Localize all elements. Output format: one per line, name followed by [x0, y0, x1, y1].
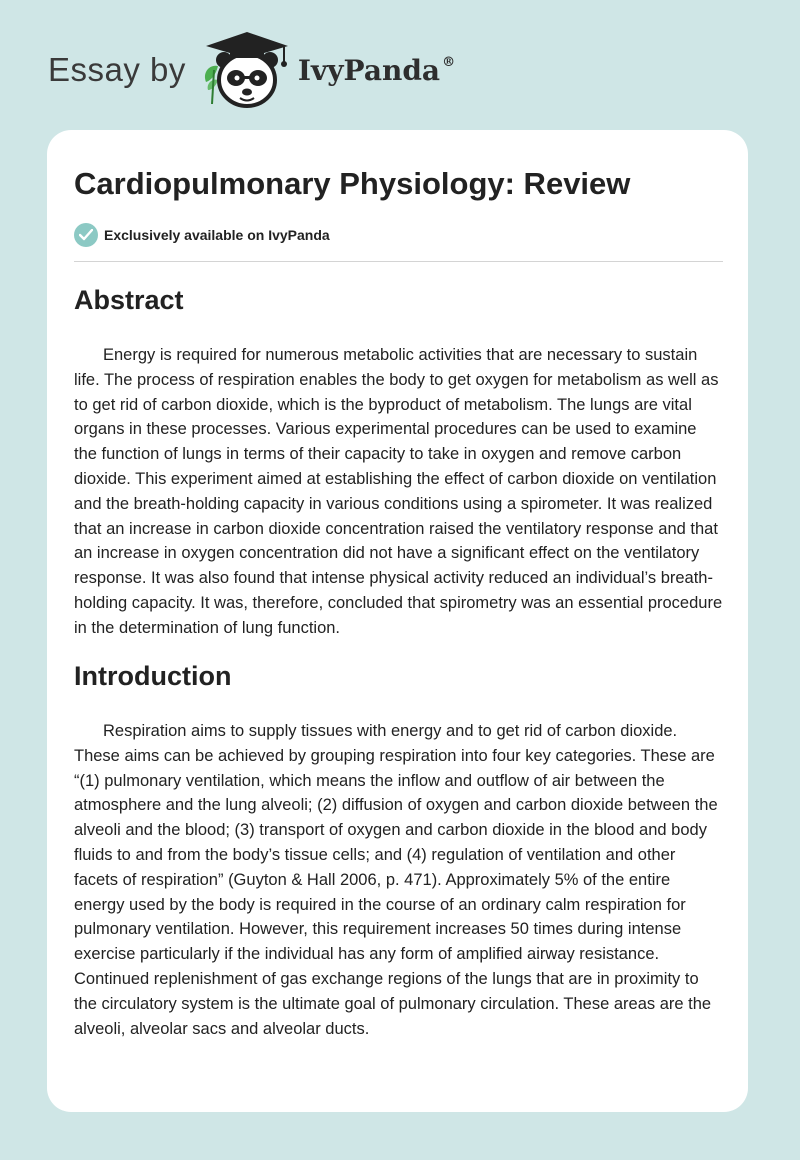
essay-by-label: Essay by: [48, 51, 186, 88]
exclusive-badge: [74, 223, 330, 247]
section-body-introduction: Respiration aims to supply tissues with energy and to get rid of carbon dioxide. These aims can be achieved by grouping respiration into four key categories. These are “(1) pulmonary ventilation, which means the inflow and outflow of air between the atmosphere and the lung alveoli; (2) diffusion of oxygen and carbon dioxide between the alveoli and the blood; (3) transport of oxygen and carbon dioxide in the blood and body fluids to and from the body’s tissue cells; and (4) regulation of ventilation and other facets of respiration” (Guyton & Hall 2006, p. 471). Approximately 5% of the entire energy used by the body is required in the course of an ordinary calm respiration for pulmonary ventilation. However, this requirement increases 50 times during intense exercise particularly if the individual has any form of amplified airway resistance. Continued replenishment of gas exchange regions of the lungs that are in proximity to the circulatory system is the ultimate goal of pulmonary circulation. These areas are the alveoli, alveolar sacs and alveolar ducts.: [74, 722, 718, 1038]
section-heading-abstract: Abstract: [74, 285, 184, 315]
check-circle-icon: [74, 223, 98, 247]
page-title: Cardiopulmonary Physiology: Review: [74, 166, 631, 201]
section-heading-introduction: Introduction: [74, 661, 232, 691]
exclusive-badge-label: Exclusively available on IvyPanda: [104, 227, 330, 243]
article-card: [47, 130, 748, 1112]
panda-graduate-icon: [200, 30, 292, 110]
site-header: [48, 30, 455, 110]
brand-name[interactable]: IvyPanda ®: [297, 53, 456, 87]
divider: [74, 261, 723, 262]
section-body-abstract: Energy is required for numerous metabolic activities that are necessary to sustain life. The process of respiration enables the body to get oxygen for metabolism as well as to get rid of carbon dioxide, which is the byproduct of metabolism. The lungs are vital organs in these processes. Various experimental procedures can be used to examine the function of lungs in terms of their capacity to take in oxygen and remove carbon dioxide. This experiment aimed at establishing the effect of carbon dioxide on ventilation and the breath-holding capacity in various conditions using a spirometer. It was realized that an increase in carbon dioxide concentration raised the ventilatory response and that an increase in oxygen concentration did not have a significant effect on the ventilatory response. It was also found that intense physical activity reduced an individual’s breath-holding capacity. It was, therefore, concluded that spirometry was an essential procedure in the determination of lung function.: [74, 346, 723, 637]
